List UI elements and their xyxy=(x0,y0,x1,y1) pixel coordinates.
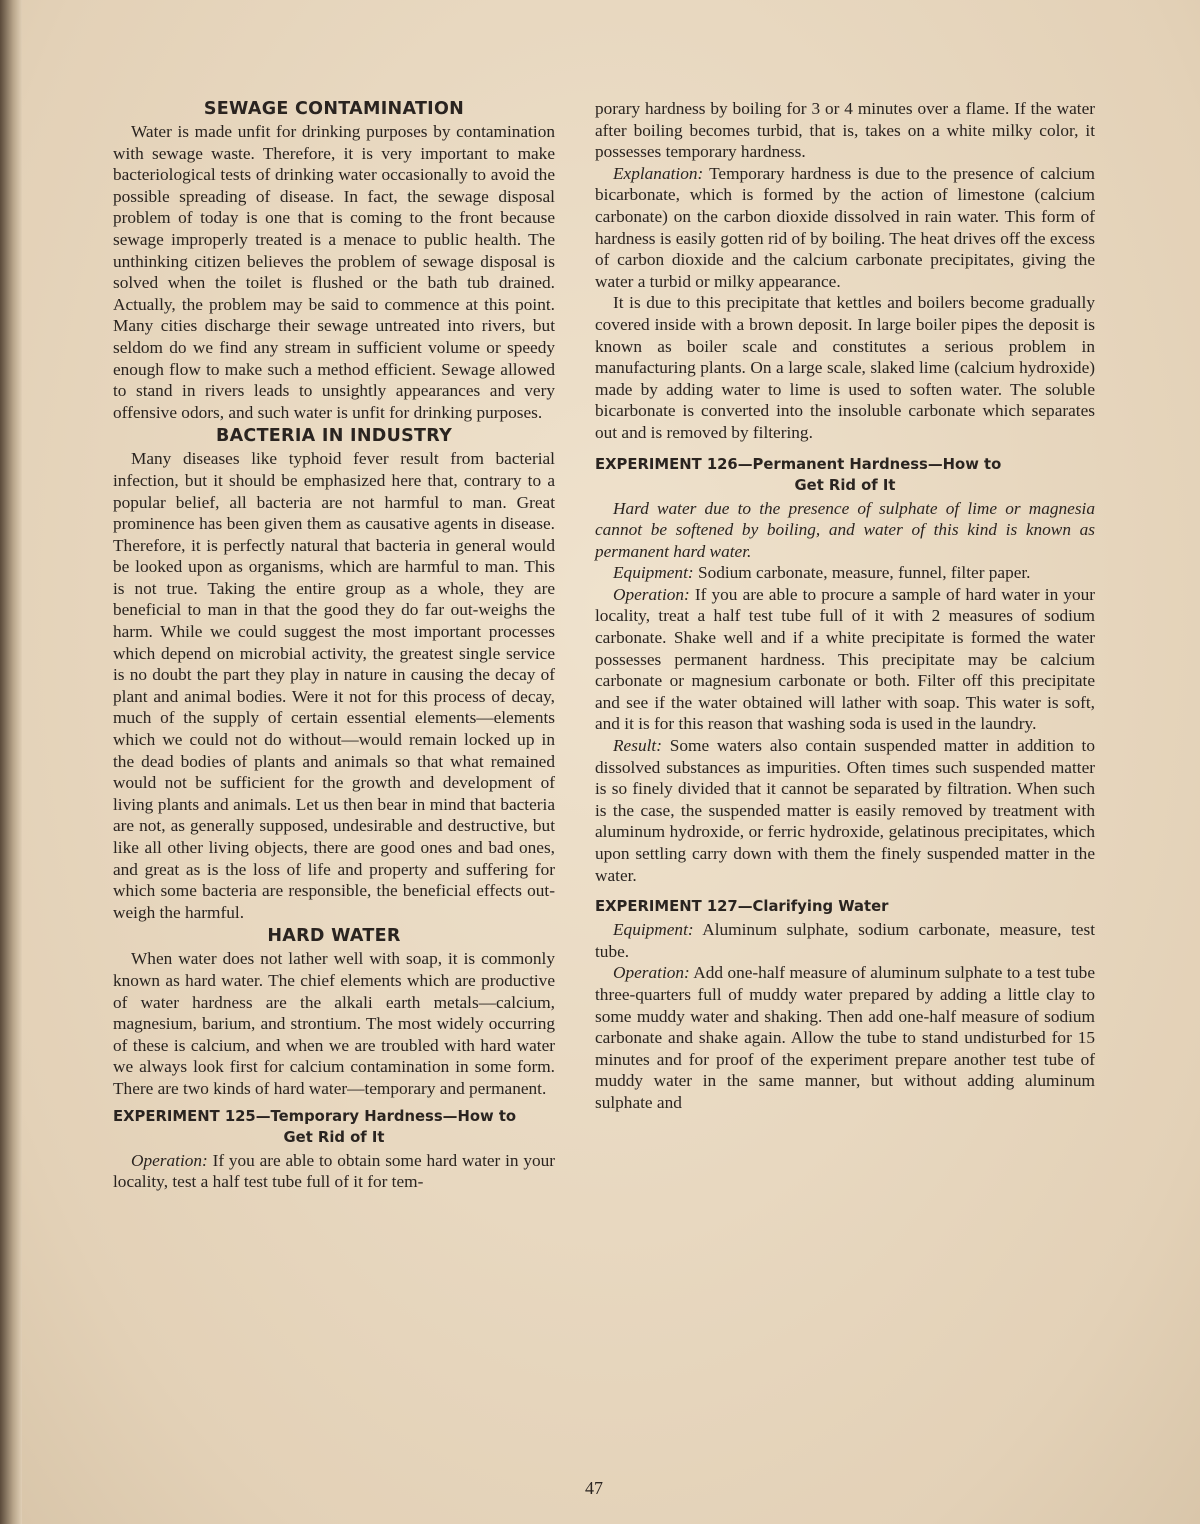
label: Result: xyxy=(613,736,662,756)
paragraph: When water does not lather well with soap, it is commonly known as hard water. The chief elements which are productive of water hardness are the alkali earth metals—calcium, magnesium, barium, and strontium. The most widely occurring of these is calcium, and when we are troubled with hard water we always look first for calcium contamination in some form. There are two kinds of hard water—temporary and permanent. xyxy=(113,949,555,1098)
paragraph: porary hardness by boiling for 3 or 4 minutes over a flame. If the water after boiling becomes turbid, that is, takes on a white milky color, it possesses temporary hardness. xyxy=(595,99,1095,162)
heading-experiment-127: EXPERIMENT 127—Clarifying Water xyxy=(595,898,889,916)
label: Operation: xyxy=(613,963,690,983)
label: Explanation: xyxy=(613,163,704,183)
paragraph xyxy=(113,1150,555,1193)
text: If you are able to procure a sample of hard water in your locality, treat a half test tube full of it with 2 measures of sodium carbonate. Shake well and if a white precipitate is formed the water possesses permanent hardness. This precipitate may be calcium carbonate or magnesium carbonate or both. Filter off this precipitate and see if the water obtained will lather with soap. This water is soft, and it is for this reason that washing soda is used in the laundry. xyxy=(595,584,1095,734)
label: Equipment: xyxy=(613,920,694,940)
text: If you are able to obtain some hard water in your locality, test a half test tube full of it for tem- xyxy=(113,1150,555,1192)
right-column xyxy=(595,98,1095,1114)
text: Add one-half measure of aluminum sulphate to a test tube three-quarters full of muddy water prepared by adding a little clay to some muddy water and shaking. Then add one-half measure of sodium carbonate and shake again. Allow the tube to stand undisturbed for 15 minutes and for proof of the experiment prepare another test tube of muddy water in the same manner, but without adding aluminum sulphate and xyxy=(595,963,1095,1112)
paragraph: Water is made unfit for drinking purposes by contamination with sewage waste. Therefore, it is very important to make bacteriological tests of drinking water occasionally to avoid the possible spreading of disease. In fact, the sewage disposal problem of today is one that is coming to the front because sewage improperly treated is a menace to public health. The unthinking citizen believes the problem of sewage disposal is solved when the toilet is flushed or the bath tub drained. Actually, the problem may be said to commence at this point. Many cities discharge their sewage untreated into rivers, but seldom do we find any stream in sufficient volume or speedy enough flow to make such a method efficient. Sewage allowed to stand in rivers leads to unsightly appearances and very offensive odors, and such water is unfit for drinking purposes. xyxy=(113,122,555,422)
paragraph: It is due to this precipitate that kettles and boilers become gradually covered inside with a brown deposit. In large boiler pipes the deposit is known as boiler scale and constitutes a serious problem in manufacturing plants. On a large scale, slaked lime (calcium hydroxide) made by adding water to lime is used to soften water. The soluble bicarbonate is converted into the insoluble carbonate which separates out and is removed by filtering. xyxy=(595,293,1095,442)
paragraph xyxy=(595,584,1095,735)
paragraph xyxy=(595,562,1095,584)
paragraph xyxy=(595,962,1095,1113)
heading-experiment-126 xyxy=(595,454,1095,496)
paragraph: Many diseases like typhoid fever result from bacterial infection, but it should be emphasized here that, contrary to a popular belief, all bacteria are not harmful to man. Great prominence has been given them as causative agents in disease. Therefore, it is perfectly natural that bacteria in general would be looked upon as organisms, which are harmful to man. This is not true. Taking the entire group as a whole, they are beneficial to man in that the good they do far out-weighs the harm. While we could suggest the most important processes which depend on microbial activity, the greatest single service is no doubt the part they play in nature in causing the decay of plant and animal bodies. Were it not for this process of decay, much of the supply of certain essential elements—elements which we could not do without—would remain locked up in the dead bodies of plants and animals so that what remained would not be sufficient for the growth and development of living plants and animals. Let us then bear in mind that bacteria are not, as generally supposed, undesirable and destructive, but like all other living objects, there are good ones and bad ones, and great as is the loss of life and property and suffering for which some bacteria are responsible, the beneficial effects out-weigh the harmful. xyxy=(113,449,555,922)
heading-hard-water: HARD WATER xyxy=(267,926,401,947)
book-spine-edge xyxy=(0,0,22,1524)
paragraph xyxy=(595,919,1095,962)
paragraph: Hard water due to the presence of sulphate of lime or magnesia cannot be softened by boiling, and water of this kind is known as permanent hard water. xyxy=(595,498,1095,561)
heading-line: EXPERIMENT 125—Temporary Hardness—How to xyxy=(113,1107,517,1125)
paragraph xyxy=(595,735,1095,886)
text: Sodium carbonate, measure, funnel, filter paper. xyxy=(693,563,1031,583)
paragraph xyxy=(595,163,1095,293)
heading-experiment-125 xyxy=(113,1106,555,1148)
heading-sewage-contamination: SEWAGE CONTAMINATION xyxy=(203,99,465,119)
text: Aluminum sulphate, sodium carbonate, measure, test tube. xyxy=(595,920,1095,961)
page-number: 47 xyxy=(585,1478,603,1498)
heading-line: Get Rid of It xyxy=(794,476,896,494)
label: Equipment: xyxy=(613,563,694,583)
label: Operation: xyxy=(613,584,690,604)
heading-bacteria-in-industry: BACTERIA IN INDUSTRY xyxy=(215,426,453,447)
left-column xyxy=(113,98,555,1193)
text: Some waters also contain suspended matter in addition to dissolved substances as impurities. Often times such suspended matter is so finely divided that it cannot be separated by filtration. When such is the case, the suspended matter is easily removed by treatment with aluminum hydroxide, or ferric hydroxide, gelatinous precipitates, which upon settling carry down with them the finely suspended matter in the water. xyxy=(595,736,1095,885)
heading-line: EXPERIMENT 126—Permanent Hardness—How to xyxy=(595,455,1002,473)
heading-line: Get Rid of It xyxy=(283,1128,385,1146)
text: Temporary hardness is due to the presence of calcium bicarbonate, which is formed by the action of limestone (calcium carbonate) on the carbon dioxide dissolved in rain water. This form of hardness is easily gotten rid of by boiling. The heat drives off the excess of carbon dioxide and the calcium carbonate precipitates, giving the water a turbid or milky appearance. xyxy=(595,163,1095,291)
label: Operation: xyxy=(131,1150,208,1170)
